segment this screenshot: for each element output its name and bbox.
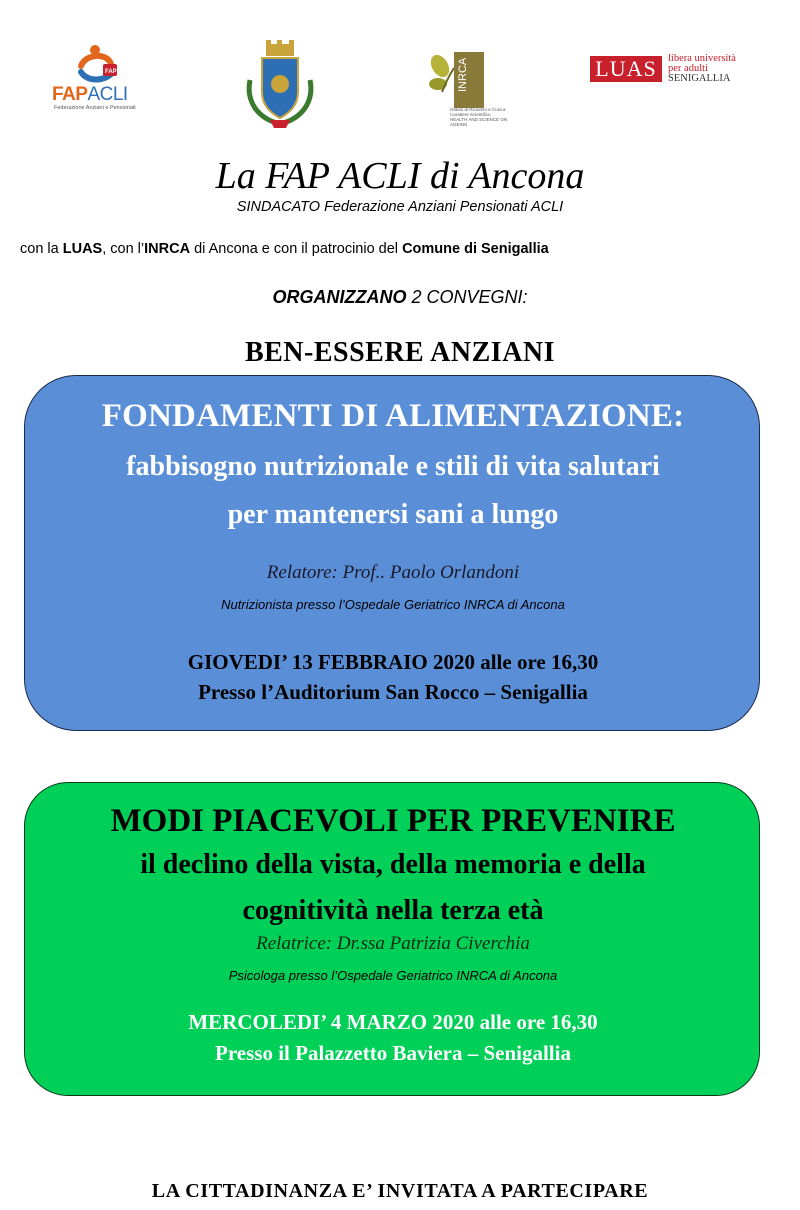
luas-logo [590, 54, 750, 88]
organize-line: ORGANIZZANO 2 CONVEGNI: [272, 287, 528, 307]
inrca-logo [428, 52, 518, 130]
inrca-leaf-icon [428, 52, 518, 108]
event-1-title: FONDAMENTI DI ALIMENTAZIONE: [101, 398, 685, 434]
event-1-role: Nutrizionista presso l’Ospedale Geriatrico INRCA di Ancona [221, 597, 565, 612]
svg-text:FAP: FAP [105, 69, 117, 75]
event-2-speaker: Relatrice: Dr.ssa Patrizia Civerchia [256, 933, 530, 954]
event-2-place: Presso il Palazzetto Baviera – Senigallia [215, 1041, 571, 1065]
page-title: La FAP ACLI di Ancona [215, 155, 585, 197]
event-1-speaker: Relatore: Prof.. Paolo Orlandoni [266, 562, 520, 583]
event-1-subtitle-2: per mantenersi sani a lungo [227, 499, 559, 530]
banner-title: BEN-ESSERE ANZIANI [244, 337, 556, 368]
fap-acli-logo [52, 44, 147, 114]
footer-invitation: LA CITTADINANZA E’ INVITATA A PARTECIPARE [151, 1180, 649, 1202]
event-2-subtitle-2: cognitività nella terza età [242, 895, 544, 926]
event-1-subtitle-1: fabbisogno nutrizionale e stili di vita salutari [126, 451, 660, 482]
logo-row [0, 0, 800, 140]
fap-figure-icon [67, 44, 127, 86]
inrca-tagline: Istituto di Ricovero e Cura a Carattere Scientifico HEALTH AND SCIENCE ON AGEING [450, 107, 508, 127]
event-1-date: GIOVEDI’ 13 FEBBRAIO 2020 alle ore 16,30 [187, 650, 599, 674]
svg-text:INRCA: INRCA [457, 57, 469, 92]
partners-line: con la LUAS, con l’INRCA di Ancona e con il patrocinio del Comune di Senigallia [20, 241, 549, 257]
fap-tagline: Federazione Anziani e Pensionati [54, 105, 136, 111]
luas-tagline: libera università per adulti SENIGALLIA [668, 53, 736, 84]
page-subtitle: SINDACATO Federazione Anziani Pensionati ACLI [236, 199, 564, 215]
event-2-card [24, 782, 760, 1096]
fap-wordmark: FAPACLI [52, 84, 128, 105]
event-2-title: MODI PIACEVOLI PER PREVENIRE [110, 803, 676, 839]
luas-wordmark: LUAS [590, 56, 662, 82]
event-2-subtitle-1: il declino della vista, della memoria e della [140, 849, 646, 880]
event-2-role: Psicologa presso l’Ospedale Geriatrico INRCA di Ancona [228, 968, 558, 983]
event-1-place: Presso l’Auditorium San Rocco – Senigallia [198, 680, 588, 704]
event-2-date: MERCOLEDI’ 4 MARZO 2020 alle ore 16,30 [188, 1010, 598, 1034]
crest-icon [240, 40, 320, 130]
comune-crest-logo [240, 40, 320, 130]
event-1-card [24, 375, 760, 731]
